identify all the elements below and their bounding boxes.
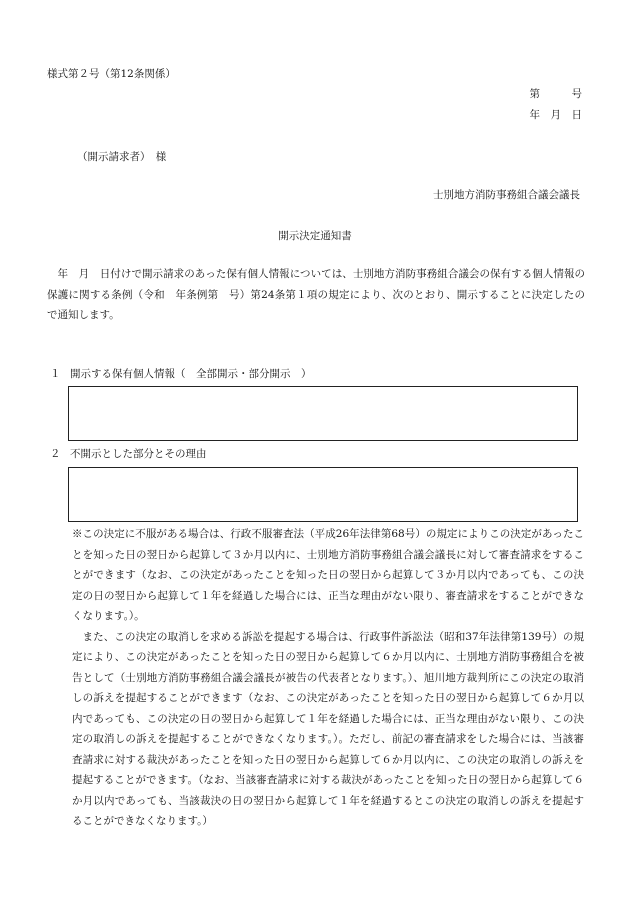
document-date: 年 月 日 [529, 109, 582, 121]
recipient-line: （開示請求者） 様 [77, 151, 167, 163]
body-paragraph: 年 月 日付けで開示請求のあった保有個人情報については、士別地方消防事務組合議会の保有する個人情報の保護に関する条例（令和 年条例第 号）第24条第１項の規定により、次のとおり、開示することに決定したので通知します。 [47, 268, 585, 321]
form-label: 様式第２号（第12条関係） [47, 68, 176, 80]
section1-content-box [68, 386, 578, 441]
notice-review-request: ※この決定に不服がある場合は、行政不服審査法（平成26年法律第68号）の規定によりこの決定があったことを知った日の翌日から起算して３か月以内に、士別地方消防事務組合議会議長に対して審査請求をすることができます（なお、この決定があったことを知った日の翌日から起算して３か月以内であっても、この決定の日の翌日から起算して１年を経過した場合には、正当な理由がない限り、審査請求をすることができなくなります。）。 [72, 528, 584, 622]
issuer-name: 士別地方消防事務組合議会議長 [433, 189, 580, 201]
section1-label: 開示する保有個人情報（ 全部開示・部分開示 ） [70, 368, 312, 380]
section2-content-box [68, 467, 578, 522]
document-number: 第 号 [529, 88, 582, 100]
section2-number: ２ [50, 448, 61, 460]
appeal-notice [72, 524, 584, 832]
notice-lawsuit: また、この決定の取消しを求める訴訟を提起する場合は、行政事件訴訟法（昭和37年法律第139号）の規定により、この決定があったことを知った日の翌日から起算して６か月以内に、士別地方消防事務組合を被告として（士別地方消防事務組合議会議長が被告の代表者となります。）、旭川地方裁判所にこの決定の取消しの訴えを提起することができます（なお、この決定があったことを知った日の翌日から起算して６か月以内であっても、この決定の日の翌日から起算して１年を経過した場合には、正当な理由がない限り、この決定の取消しの訴えを提起することができなくなります。）。ただし、前記の審査請求をした場合には、当該審査請求に対する裁決があったことを知った日の翌日から起算して６か月以内に、この決定の取消しの訴えを提起することができます。（なお、当該審査請求に対する裁決があったことを知った日の翌日から起算して６か月以内であっても、当該裁決の日の翌日から起算して１年を経過するとこの決定の取消しの訴えを提起することができなくなります。） [72, 630, 584, 827]
section1-number: １ [50, 368, 61, 380]
document-title: 開示決定通知書 [278, 230, 352, 242]
section2-label: 不開示とした部分とその理由 [70, 448, 207, 460]
